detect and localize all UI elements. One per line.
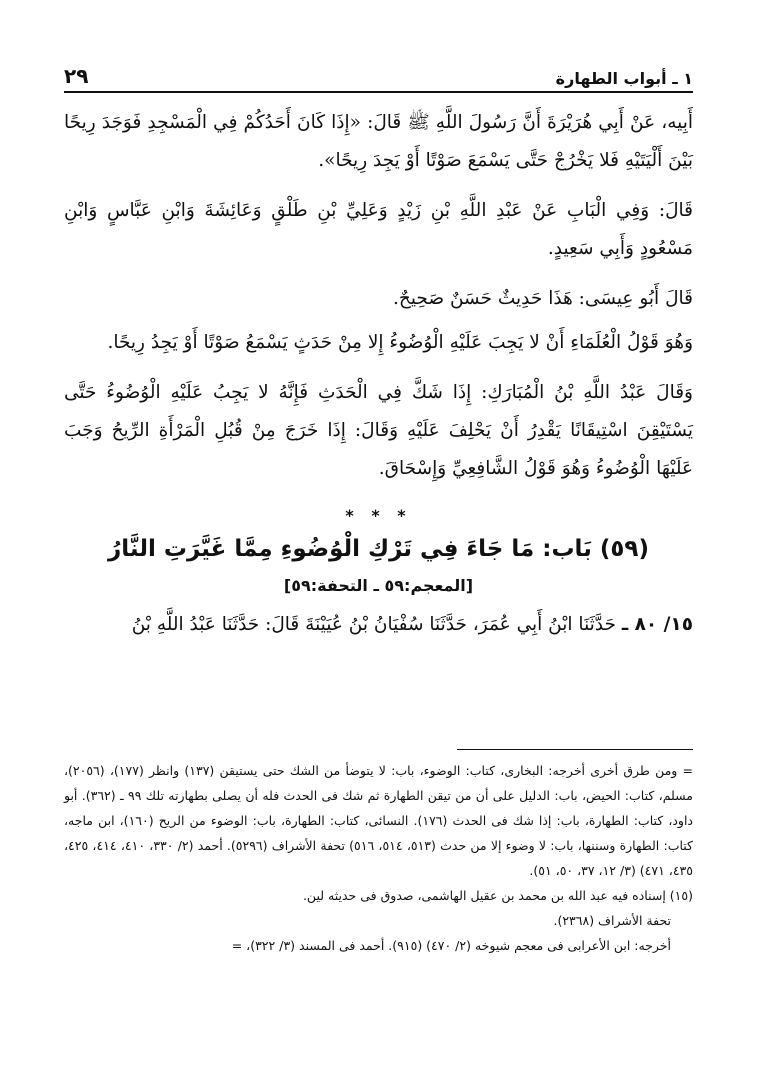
footnote-takhrij: أخرجه: ابن الأعرابى فى معجم شيوخه (٢/ ٤٧٠) (٩١٥). أحمد فى المسند (٣/ ٣٢٢)، = bbox=[231, 938, 671, 953]
main-text bbox=[64, 104, 693, 643]
paragraph-3: قَالَ أَبُو عِيسَى: هَذَا حَدِيثٌ حَسَنٌ صَحِيحٌ. bbox=[393, 288, 693, 309]
page-header bbox=[64, 58, 693, 93]
footnote-15: (١٥) إسناده فيه عبد الله بن محمد بن عقيل الهاشمى، صدوق فى حديثه لين. bbox=[302, 888, 693, 903]
running-title: ١ ـ أبواب الطهارة bbox=[555, 69, 693, 88]
chapter-title: (٥٩) بَاب: مَا جَاءَ فِي تَرْكِ الْوُضُوءِ مِمَّا غَيَّرَتِ النَّارُ bbox=[108, 536, 649, 562]
section-separator: * * * bbox=[345, 506, 412, 525]
paragraph-5: وَقَالَ عَبْدُ اللَّهِ بْنُ الْمُبَارَكِ: إِذَا شَكَّ فِي الْحَدَثِ فَإِنَّهُ لا يَجِبُ عَلَيْهِ الْوُضُوءُ حَتَّى يَسْتَيْقِنَ اسْتِيقَانًا يَقْدِرُ أَنْ يَحْلِفَ عَلَيْهِ وَقَالَ: إِذَا خَرَجَ مِنْ قُبُلِ الْمَرْأَةِ الرِّيحُ وَجَبَ عَلَيْهَا الْوُضُوءُ وَهُوَ قَوْلُ الشَّافِعِيِّ وَإِسْحَاقَ. bbox=[64, 382, 693, 479]
footnotes bbox=[64, 758, 693, 958]
footnote-divider bbox=[457, 749, 693, 750]
paragraph-4: وَهُوَ قَوْلُ الْعُلَمَاءِ أَنْ لا يَجِبَ عَلَيْهِ الْوُضُوءُ إِلا مِنْ حَدَثٍ يَسْمَعُ صَوْتًا أَوْ يَجِدُ رِيحًا. bbox=[107, 332, 693, 353]
hadith-text: حَدَّثَنَا ابْنُ أَبِي عُمَرَ، حَدَّثَنَا سُفْيَانُ بْنُ عُيَيْنَةَ قَالَ: حَدَّثَنَا عَبْدُ اللَّهِ بْنُ bbox=[131, 614, 616, 635]
footnote-continuation: = ومن طرق أخرى أخرجه: البخارى، كتاب: الوضوء، باب: لا يتوضأ من الشك حتى يستيقن (١٣٧) وانظر (١٧٧)، (٢٠٥٦)، مسلم، كتاب: الحيض، باب: الدليل على أن من تيقن الطهارة ثم شك فى الحدث فله أن يصلى بطهارته تلك ٩٩ ـ (٣٦٢). أبو داود، كتاب: الطهارة، باب: إذا شك فى الحدث (١٧٦). النسائى، كتاب: الطهارة، باب: الوضوء من الريح (١٦٠)، ابن ماجه، كتاب: الطهارة وسننها، باب: لا وضوء إلا من حدث (٥١٣، ٥١٤، ٥١٦) تحفة الأشراف (٥٢٩٦). أحمد (٢/ ٣٣٠، ٤١٠، ٤١٤، ٤٢٥، ٤٣٥، ٤٧١) (٣/ ١٢، ٣٧، ٥٠، ٥١). bbox=[64, 763, 694, 878]
footnote-tuhfa: تحفة الأشراف (٢٣٦٨). bbox=[553, 913, 671, 928]
chapter-reference: [المعجم:٥٩ ـ التحفة:٥٩] bbox=[283, 576, 474, 595]
hadith-opening bbox=[64, 607, 693, 643]
paragraph-1: أَبِيه، عَنْ أَبِي هُرَيْرَةَ أَنَّ رَسُولَ اللَّهِ ﷺ قَالَ: «إِذَا كَانَ أَحَدُكُمْ فِي الْمَسْجِدِ فَوَجَدَ رِيحًا بَيْنَ أَلْيَتَيْهِ فَلا يَخْرُجْ حَتَّى يَسْمَعَ صَوْتًا أَوْ يَجِدَ رِيحًا». bbox=[64, 112, 693, 171]
paragraph-2: قَالَ: وَفِي الْبَابِ عَنْ عَبْدِ اللَّهِ بْنِ زَيْدٍ وَعَلِيِّ بْنِ طَلْقٍ وَعَائِشَةَ وَابْنِ عَبَّاسٍ وَابْنِ مَسْعُودٍ وَأَبِي سَعِيدٍ. bbox=[64, 200, 693, 259]
hadith-number: ١٥/ ٨٠ ـ bbox=[621, 614, 693, 635]
page-number: ٢٩ bbox=[64, 64, 89, 88]
